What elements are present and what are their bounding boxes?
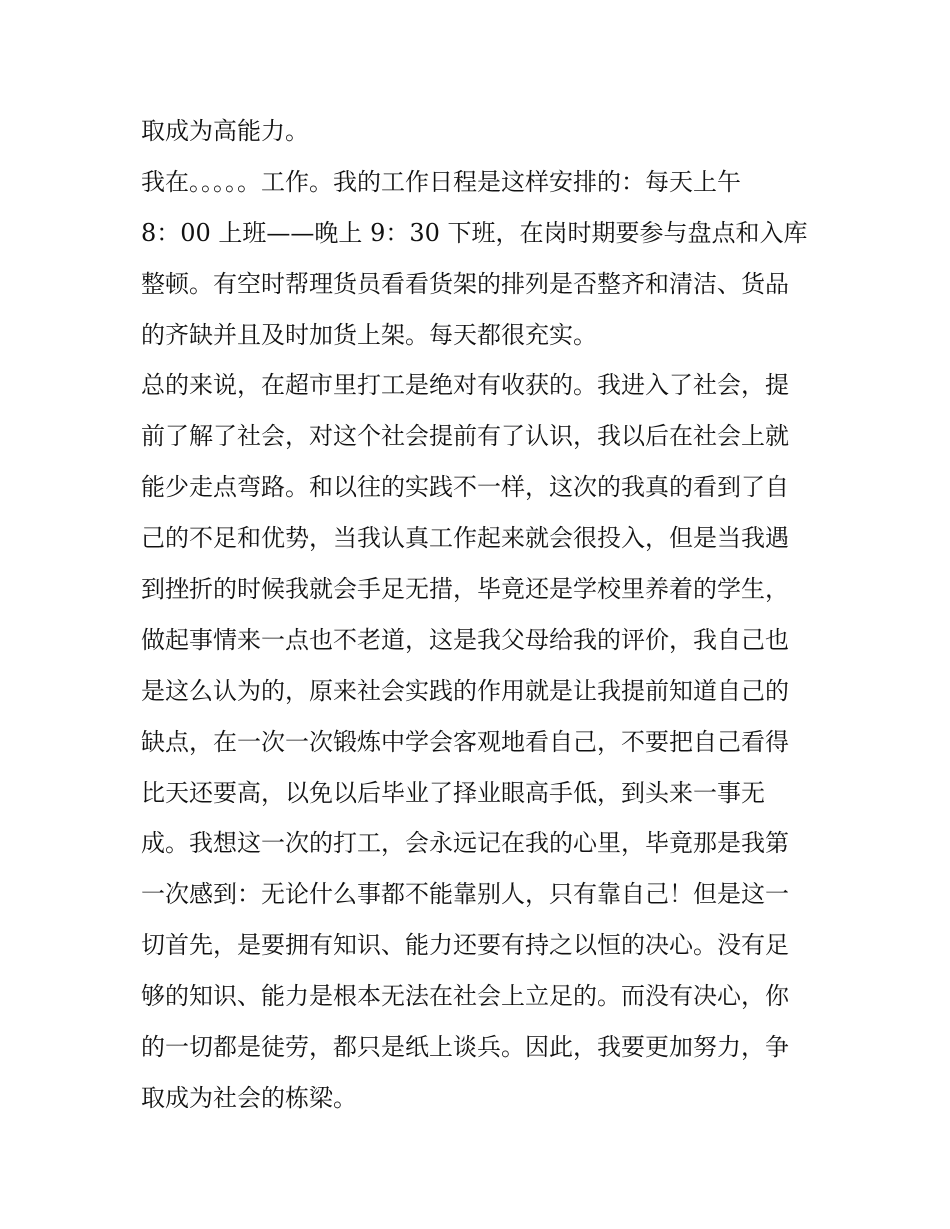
text-line: 是这么认为的，原来社会实践的作用就是让我提前知道自己的 bbox=[141, 676, 789, 705]
text-line: 取成为高能力。 bbox=[141, 117, 309, 145]
text-line: 己的不足和优势，当我认真工作起来就会很投入，但是当我遇 bbox=[141, 524, 789, 553]
text-line: 比天还要高，以免以后毕业了择业眼高手低，到头来一事无 bbox=[141, 778, 765, 807]
text-line: 的齐缺并且及时加货上架。每天都很充实。 bbox=[141, 320, 597, 349]
text-line: 到挫折的时候我就会手足无措，毕竟还是学校里养着的学生， bbox=[141, 575, 789, 604]
text-line: 一次感到：无论什么事都不能靠别人，只有靠自己！但是这一 bbox=[141, 880, 789, 909]
text-line: 的一切都是徒劳，都只是纸上谈兵。因此，我要更加努力，争 bbox=[141, 1033, 789, 1062]
text-line: 8：00 上班——晚上 9：30 下班，在岗时期要参与盘点和入库 bbox=[141, 218, 808, 247]
text-line: 取成为社会的栋梁。 bbox=[141, 1083, 357, 1112]
text-line: 总的来说，在超市里打工是绝对有收获的。我进入了社会，提 bbox=[141, 371, 789, 400]
text-line: 我在。。。。。工作。我的工作日程是这样安排的：每天上午 bbox=[141, 167, 741, 196]
text-line: 切首先，是要拥有知识、能力还要有持之以恒的决心。没有足 bbox=[141, 931, 789, 960]
text-line: 做起事情来一点也不老道，这是我父母给我的评价，我自己也 bbox=[141, 625, 789, 654]
text-line: 成。我想这一次的打工，会永远记在我的心里，毕竟那是我第 bbox=[141, 829, 789, 858]
text-line: 整顿。有空时帮理货员看看货架的排列是否整齐和清洁、货品 bbox=[141, 269, 789, 298]
text-line: 能少走点弯路。和以往的实践不一样，这次的我真的看到了自 bbox=[141, 473, 789, 502]
text-line: 够的知识、能力是根本无法在社会上立足的。而没有决心，你 bbox=[141, 982, 789, 1011]
text-line: 缺点，在一次一次锻炼中学会客观地看自己，不要把自己看得 bbox=[141, 727, 789, 756]
document-body bbox=[141, 106, 821, 1124]
text-line: 前了解了社会，对这个社会提前有了认识，我以后在社会上就 bbox=[141, 422, 789, 451]
